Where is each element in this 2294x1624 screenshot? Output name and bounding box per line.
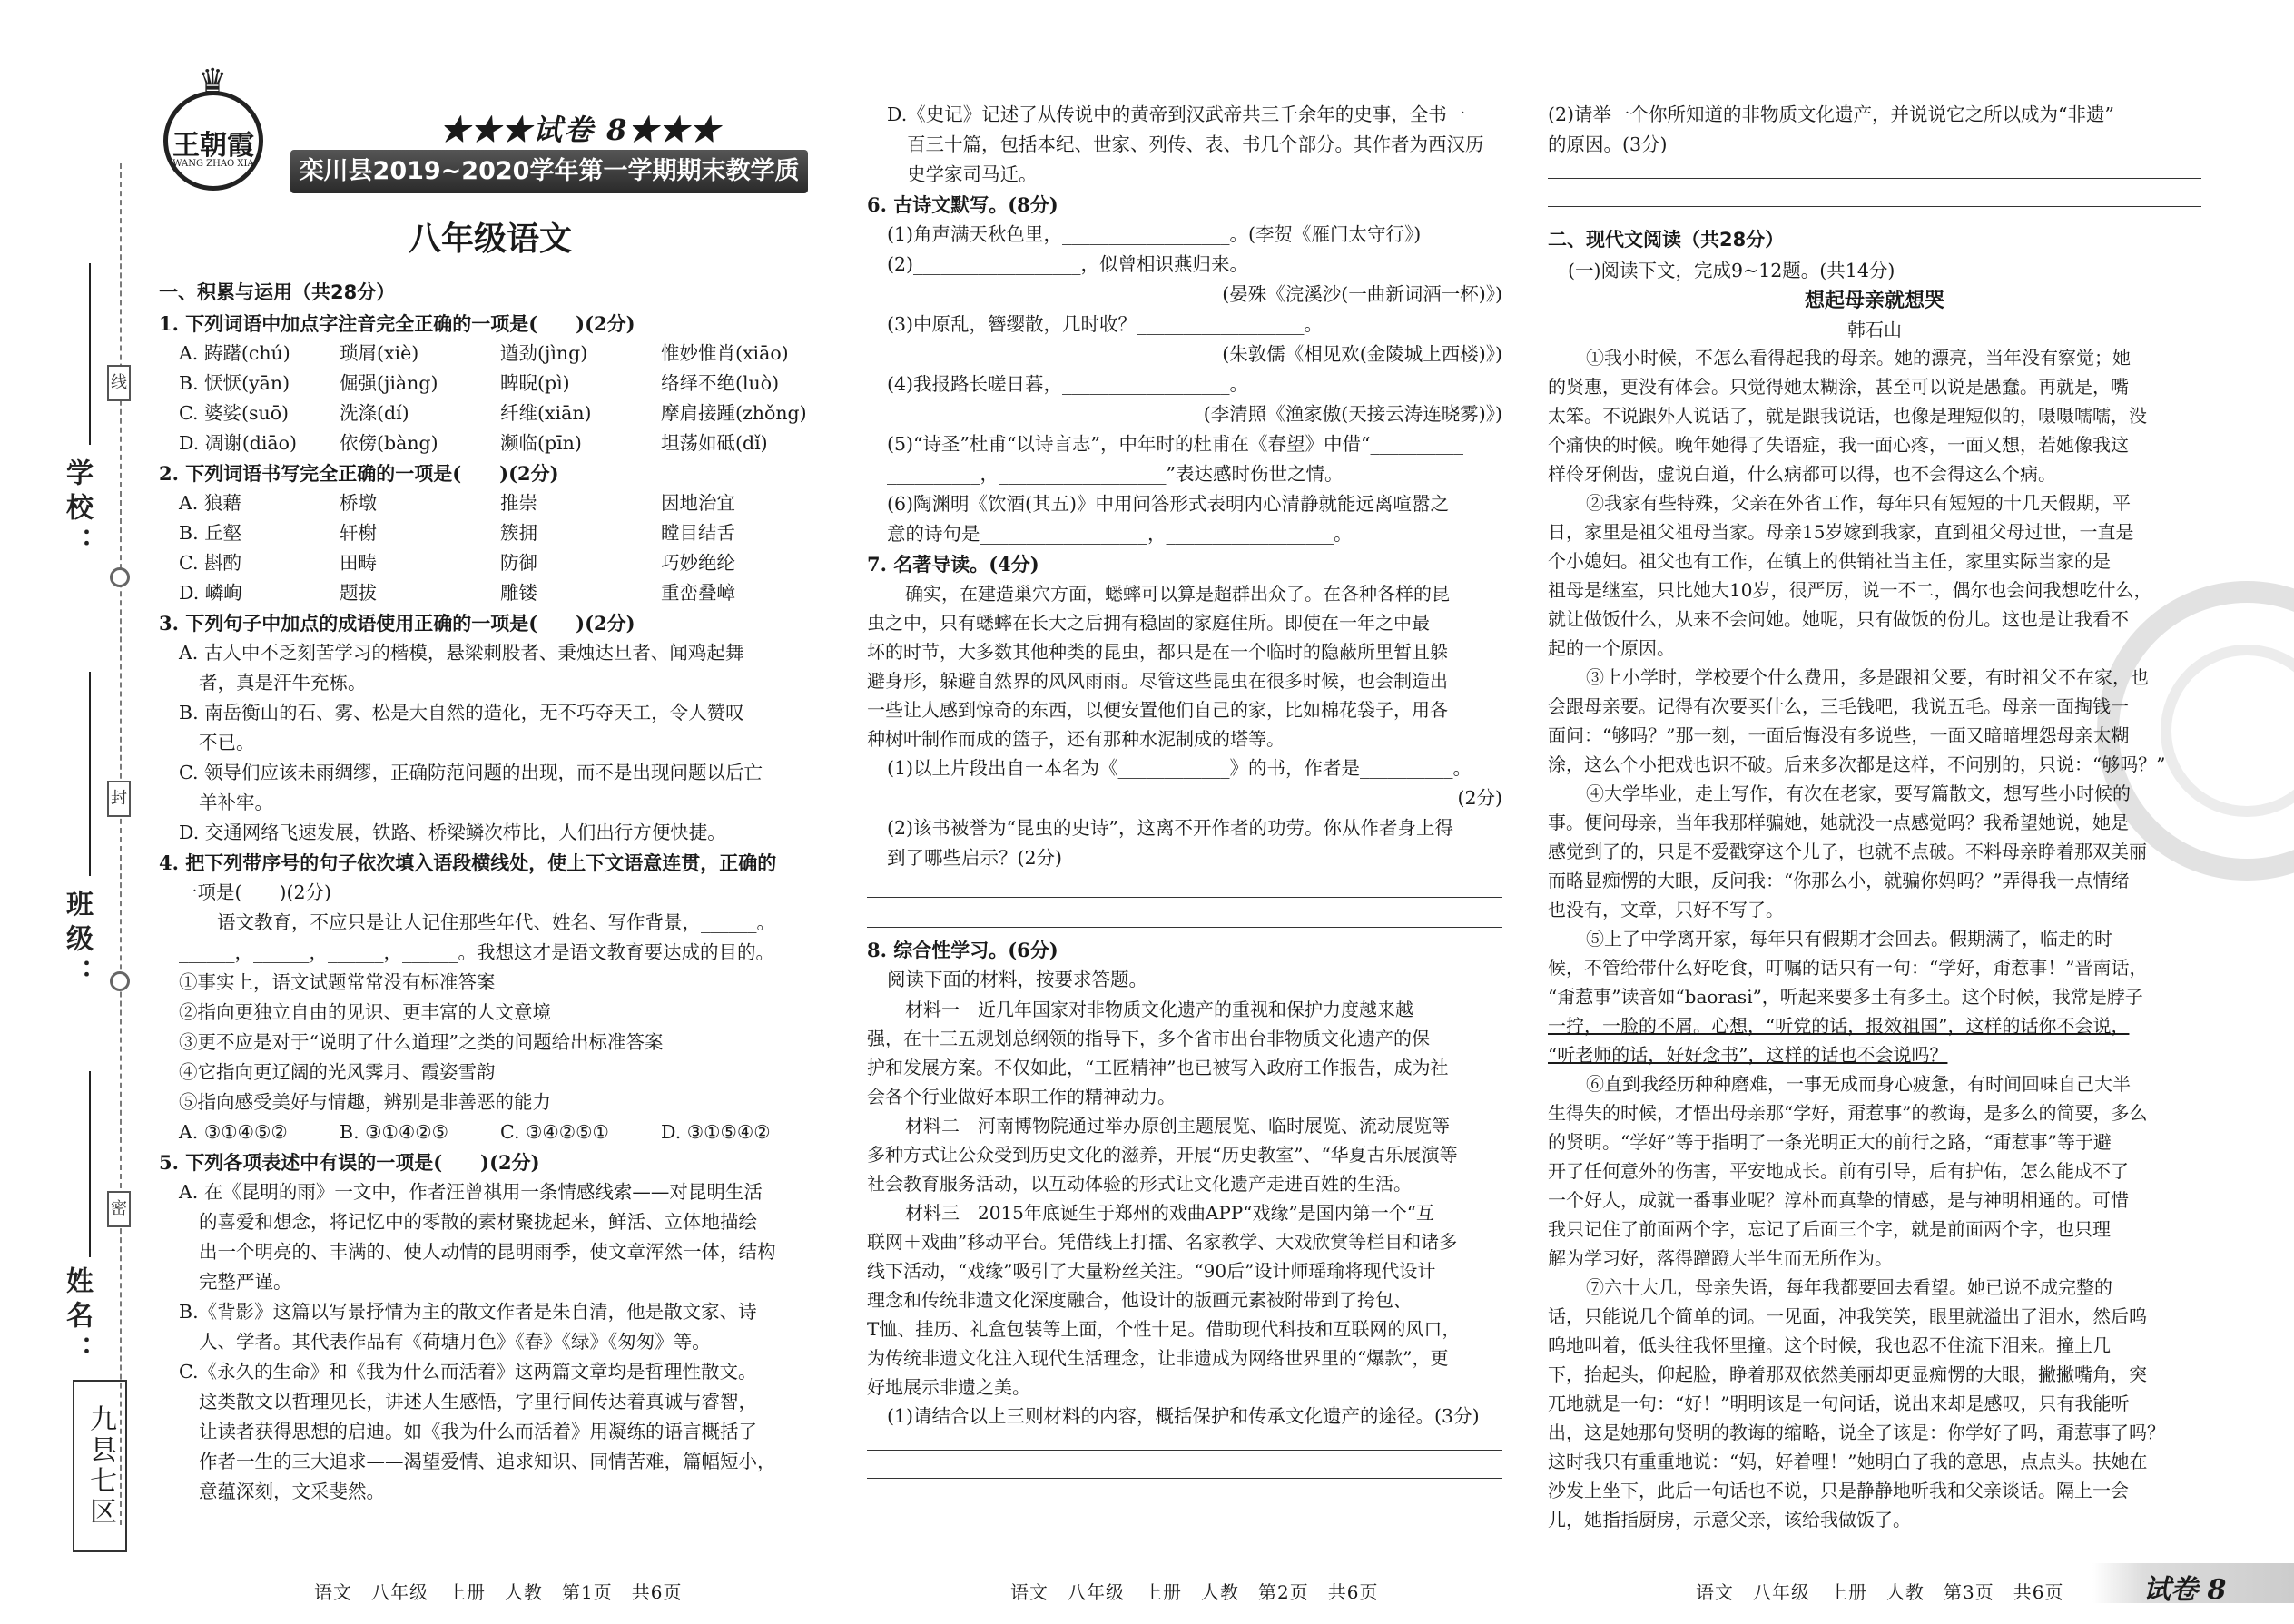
option-cell: 巧妙绝纶 — [661, 552, 735, 574]
material-line: 护和发展方案。不仅如此，“工匠精神”也已被写入政府工作报告，成为社 — [867, 1057, 1449, 1078]
article-line: 而略显痴愣的大眼，反问我：“你那么小，就骗你妈吗？”弄得我一点情绪 — [1548, 870, 2130, 891]
name-label: 姓名： — [61, 1266, 93, 1370]
fill-blank-line[interactable]: (1)以上片段出自一本名为《____________》的书，作者是__________。 — [887, 757, 1472, 779]
section-heading: 二、现代文阅读（共28分） — [1548, 229, 1785, 251]
article-line: 太笨。不说跟外人说话了，就是跟我说话，也像是理短似的，嗫嗫嚅嚅，没 — [1548, 405, 2147, 427]
article-line: 祖母是继室，只比她大10岁，很严厉，说一不二，偶尔也会问我想吃什么， — [1548, 579, 2152, 601]
option-a-cont: 出一个明亮的、丰满的、使人动情的昆明雨季，使文章浑然一体，结构 — [199, 1241, 776, 1263]
passage-line: 避身形，躲避自然界的风风雨雨。尽管这些昆虫在很多时候，也会制造出 — [867, 670, 1448, 692]
article-line: 下，抬起头，仰起脸，睁着那双依然美丽却更显痴愣的大眼，撇撇嘴角，突 — [1548, 1363, 2147, 1385]
region-badge: 九县七区 — [73, 1380, 127, 1552]
option-cell: C. 婆娑(suō) — [179, 402, 290, 424]
question-8 — [867, 935, 1502, 1479]
article-line: 日，家里是祖父祖母当家。母亲15岁嫁到我家，直到祖父母过世，一直是 — [1548, 521, 2134, 543]
sub-question: (1)请结合以上三则材料的内容，概括保护和传承文化遗产的途径。(3分) — [887, 1405, 1480, 1427]
question-stem: 1. 下列词语中加点字注音完全正确的一项是( )(2分) — [159, 312, 635, 335]
material-line: 社会教育服务活动，以互动体验的形式让文化遗产走进百姓的生活。 — [867, 1173, 1412, 1195]
option-cell: 题拔 — [340, 582, 377, 604]
seal-tag-line: 线 — [107, 365, 131, 401]
passage-line: 坏的时节，大多数其他种类的昆虫，都只是在一个临时的隐蔽所里暂且躲 — [867, 641, 1448, 663]
option-b: B. 南岳衡山的石、雾、松是大自然的造化，无不巧夺天工，令人赞叹 — [179, 702, 744, 723]
option-a-cont: 完整严谨。 — [199, 1271, 292, 1293]
seal-tag-seal: 封 — [107, 781, 131, 817]
subject-title: 八年级语文 — [408, 221, 572, 258]
fill-blank-line[interactable]: (5)“诗圣”杜甫“以诗言志”，中年时的杜甫在《春望》中借“__________ — [887, 433, 1463, 455]
option-c-cont: 作者一生的三大追求——渴望爱情、追求知识、同情苦难，篇幅短小， — [199, 1451, 776, 1472]
material-line: T恤、挂历、礼盒包装等上面，个性十足。借助现代科技和互联网的风口， — [867, 1318, 1461, 1340]
option-b: B.《背影》这篇以写景抒情为主的散文作者是朱自清，他是散文家、诗 — [179, 1301, 757, 1323]
school-field[interactable] — [89, 263, 91, 445]
option-c-cont: 羊补牢。 — [199, 792, 273, 813]
article-line: ⑥直到我经历种种磨难，一事无成而身心疲惫，有时间回味自己大半 — [1586, 1073, 2131, 1095]
option-cell: C. ③④②⑤① — [500, 1121, 609, 1143]
option-cell: 遒劲(jìng) — [500, 342, 588, 364]
article-line-underlined: “听老师的话，好好念书”，这样的话也不会说吗？ — [1548, 1044, 1948, 1066]
answer-line[interactable] — [1548, 178, 2201, 179]
sentence-item: ①事实上，语文试题常常没有标准答案 — [179, 971, 496, 993]
sentence-item: ②指向更独立自由的见识、更丰富的人文意境 — [179, 1001, 551, 1023]
article-line: 个小媳妇。祖父也有工作，在镇上的供销社当主任，家里实际当家的是 — [1548, 550, 2111, 572]
passage-line: 确实，在建造巢穴方面，蟋蟀可以算是超群出众了。在各种各样的昆 — [905, 583, 1450, 605]
material-line: 材料一 近几年国家对非物质文化遗产的重视和保护力度越来越 — [905, 999, 1413, 1020]
option-a: A. 古人中不乏刻苦学习的楷模，悬梁刺股者、秉烛达旦者、闻鸡起舞 — [179, 642, 744, 664]
question-stem: 5. 下列各项表述中有误的一项是( )(2分) — [159, 1151, 540, 1174]
exam-header — [159, 0, 822, 272]
option-c-cont: 意蕴深刻，文采斐然。 — [199, 1481, 385, 1502]
page-1-column — [159, 0, 822, 1624]
option-d-cont: 史学家司马迁。 — [907, 163, 1038, 185]
sub-question-cont: 的原因。(3分) — [1548, 133, 1668, 155]
school-label: 学校： — [61, 458, 93, 562]
article-line: 呜地叫着，低头往我怀里撞。这个时候，我也忍不住流下泪来。撞上几 — [1548, 1334, 2111, 1356]
fill-blank-line[interactable]: __________，__________________”表达感时伤世之情。 — [887, 463, 1344, 485]
article-line: 这时我只有重重地说：“妈，好着哩！”她明白了我的意思，点点头。扶她在 — [1548, 1451, 2148, 1472]
paper-tag-label: 试卷 8 — [2143, 1574, 2227, 1606]
article-line: ③上小学时，学校要个什么费用，多是跟祖父要，有时祖父不在家，也 — [1586, 666, 2149, 688]
answer-line[interactable] — [1548, 206, 2201, 207]
class-label: 班级： — [61, 890, 93, 993]
article-line: 出，这是她那句贤明的教诲的缩略，说全了该是：你学好了吗，甭惹事了吗？ — [1548, 1422, 2165, 1443]
answer-line[interactable] — [867, 1478, 1502, 1479]
page-2-column — [867, 0, 1502, 1624]
question-stem: 3. 下列句子中加点的成语使用正确的一项是( )(2分) — [159, 612, 635, 635]
article-line: 的贤惠，更没有体会。只觉得她太糊涂，甚至可以说是愚蠢。再就是，嘴 — [1548, 376, 2129, 398]
article-line: 生得失的时候，才悟出母亲那“学好，甭惹事”的教诲，是多么的简要，多么 — [1548, 1102, 2148, 1124]
option-cell: 络绎不绝(luò) — [661, 372, 780, 394]
option-cell: 倔强(jiàng) — [340, 372, 438, 394]
logo-subtext: WANG ZHAO XIA — [172, 159, 254, 169]
option-cell: 睥睨(pì) — [500, 372, 570, 394]
option-cell: 濒临(pīn) — [500, 432, 582, 454]
article-line: 一个好人，成就一番事业呢？淳朴而真挚的情感，是与神明相通的。可惜 — [1548, 1189, 2129, 1211]
article-line: 话，只能说几个简单的词。一见面，冲我笑笑，眼里就溢出了泪水，然后呜 — [1548, 1305, 2147, 1327]
option-cell: B. ③①④②⑤ — [340, 1121, 448, 1143]
article-line: 解为学习好，落得蹭蹬大半生而无所作为。 — [1548, 1247, 1893, 1269]
article-line: 个痛快的时候。晚年她得了失语症，我一面心疼，一面又想，若她像我这 — [1548, 434, 2129, 456]
passage-line: 种树叶制作而成的篮子，还有那种水泥制成的塔等。 — [867, 728, 1285, 750]
instruction: 阅读下面的材料，按要求答题。 — [887, 969, 1147, 990]
q2-options — [159, 488, 822, 608]
exam-title: 栾川县2019~2020学年第一学期期末教学质量检测试卷 — [299, 157, 800, 229]
article-line: 面问：“够吗？”那一刻，一面后悔没有多说些，一面又暗暗埋怨母亲太糊 — [1548, 724, 2130, 746]
option-a: A. 在《昆明的雨》一文中，作者汪曾祺用一条情感线索——对昆明生活 — [179, 1181, 763, 1203]
question-4 — [159, 848, 822, 1117]
article-author: 韩石山 — [1847, 319, 1902, 340]
option-cell: D. ③①⑤④② — [661, 1121, 771, 1143]
sentence-item: ⑤指向感受美好与情趣，辨别是非善恶的能力 — [179, 1091, 551, 1113]
option-cell: 琐屑(xiè) — [340, 342, 419, 364]
sentence-item: ③更不应是对于“说明了什么道理”之类的问题给出标准答案 — [179, 1031, 664, 1053]
article-line: 我只记住了前面两个字，忘记了后面三个字，就是前面两个字，也只理 — [1548, 1218, 2111, 1240]
passage-line: 一些让人感到惊奇的东西，以便安置他们自己的家，比如棉花袋子，用各 — [867, 699, 1448, 721]
fill-blank-line[interactable]: (4)我报路长嗟日暮，__________________。 — [887, 373, 1249, 395]
article-line: “甭惹事”读音如“baorasi”，听起来要多土有多土。这个时候，我常是脖子 — [1548, 986, 2143, 1008]
article-line: 样伶牙俐齿，虚说白道，什么病都可以得，也不会得这么个病。 — [1548, 463, 2056, 485]
question-stem: 2. 下列词语书写完全正确的一项是( )(2分) — [159, 462, 559, 485]
binding-hole-icon — [110, 971, 130, 991]
question-stem: 4. 把下列带序号的句子依次填入语段横线处，使上下文语意连贯，正确的 — [159, 851, 777, 874]
brand-logo — [163, 63, 263, 191]
option-cell: 桥墩 — [340, 492, 377, 514]
article-line-underlined: 一拧，一脸的不屑。心想，“听党的话，报效祖国”，这样的话你不会说， — [1548, 1015, 2130, 1037]
article-line: ⑤上了中学离开家，每年只有假期才会回去。假期满了，临走的时 — [1586, 928, 2112, 950]
article-line: 事。便问母亲，当年我那样骗她，她就没一点感觉吗？我希望她说，她是 — [1548, 812, 2129, 833]
option-cell: A. ③①④⑤② — [179, 1121, 288, 1143]
material-line: 好地展示非遗之美。 — [867, 1376, 1030, 1398]
option-cell: A. 狼藉 — [179, 492, 241, 514]
article-line: 兀地就是一句：“好！”明明该是一句问话，说出来却是感叹，只有我能听 — [1548, 1393, 2130, 1414]
sentence-item: ④它指向更辽阔的光风霁月、霞姿雪韵 — [179, 1061, 496, 1083]
article-body — [1548, 343, 2201, 1534]
passage-line: 虫之中，只有蟋蟀在长大之后拥有稳固的家庭住所。即使在一年之中最 — [867, 612, 1430, 634]
article-line: 候，不管给带什么好吃食，叮嘱的话只有一句：“学好，甭惹事！”晋南话， — [1548, 957, 2148, 979]
answer-line[interactable] — [867, 1450, 1502, 1451]
option-cell: 坦荡如砥(dǐ) — [661, 432, 768, 454]
seal-tag-secret: 密 — [107, 1191, 131, 1227]
option-c-cont: 让读者获得思想的启迪。如《我为什么而活着》用凝练的语言概括了 — [199, 1421, 757, 1442]
option-d: D. 交通网络飞速发展，铁路、桥梁鳞次栉比，人们出行方便快捷。 — [179, 822, 726, 843]
option-c-cont: 这类散文以哲理见长，讲述人生感悟，字里行间传达着真诚与睿智， — [199, 1391, 757, 1412]
option-a-cont: 的喜爱和想念，将记忆中的零散的素材聚拢起来，鲜活、立体地描绘 — [199, 1211, 757, 1233]
option-cell: 纤维(xiān) — [500, 402, 592, 424]
passage-line: 语文教育，不应只是让人记住那些年代、姓名、写作背景，______。 — [217, 911, 775, 933]
q1-options — [159, 339, 822, 458]
option-cell: D. 嶙峋 — [179, 582, 242, 604]
binding-margin — [0, 0, 159, 1624]
option-b-cont: 人、学者。其代表作品有《荷塘月色》《春》《绿》《匆匆》等。 — [199, 1331, 711, 1353]
article-line: 沙发上坐下，此后一句话也不说，只是静静地听我和父亲谈话。隔上一会 — [1548, 1480, 2129, 1501]
paper-number: ★★★试卷 8★★★ — [440, 113, 722, 147]
option-cell: D. 凋谢(diāo) — [179, 432, 297, 454]
fill-blank-line[interactable]: (2)__________________，似曾相识燕归来。 — [887, 253, 1249, 275]
score-note: (2分) — [1457, 787, 1502, 809]
option-c: C.《永久的生命》和《我为什么而活着》这两篇文章均是哲理性散文。 — [179, 1361, 757, 1383]
material-line: 材料三 2015年底诞生于郑州的戏曲APP“戏缘”是国内第一个“互 — [905, 1202, 1434, 1224]
answer-line[interactable] — [867, 897, 1502, 898]
option-cell: 瞠目结舌 — [661, 522, 735, 544]
option-cell: 重峦叠嶂 — [661, 582, 735, 604]
question-6 — [867, 190, 1502, 549]
poem-source: (朱敦儒《相见欢(金陵城上西楼)》) — [1222, 343, 1502, 365]
article-line: ⑦六十大几，母亲失语，每年我都要回去看望。她已说不成完整的 — [1586, 1276, 2112, 1298]
option-cell: 簇拥 — [500, 522, 537, 544]
material-line: 多种方式让公众受到历史文化的滋养，开展“历史教室”、“华夏古乐展演等 — [867, 1144, 1458, 1166]
option-cell: B. 丘壑 — [179, 522, 242, 544]
poem-source: (李清照《渔家傲(天接云涛连晓雾)》) — [1203, 403, 1502, 425]
material-line: 联网＋戏曲”移动平台。凭借线上打擂、名家教学、大戏欣赏等栏目和诸多 — [867, 1231, 1458, 1253]
exam-title-banner — [290, 150, 808, 229]
class-field[interactable] — [89, 672, 91, 876]
article-line: 也没有，文章，只好不写了。 — [1548, 899, 1784, 920]
article-line: ②我家有些特殊，父亲在外省工作，每年只有短短的十几天假期，平 — [1586, 492, 2131, 514]
fill-blank-line[interactable]: 意的诗句是__________________，__________________。 — [887, 523, 1353, 545]
option-cell: 推崇 — [500, 492, 537, 514]
article-line: 会跟母亲要。记得有次要买什么，三毛钱吧，我说五毛。母亲一面掏钱一 — [1548, 695, 2129, 717]
question-stem: 7. 名著导读。(4分) — [867, 553, 1039, 576]
option-b-cont: 不已。 — [199, 732, 255, 753]
section-heading: 一、积累与运用（共28分） — [159, 281, 396, 303]
q4-options — [159, 1117, 822, 1147]
name-field[interactable] — [89, 1071, 91, 1257]
material-line: 线下活动，“戏缘”吸引了大量粉丝关注。“90后”设计师瑶瑜将现代设计 — [867, 1260, 1436, 1282]
question-2 — [159, 458, 822, 488]
question-5 — [159, 1147, 822, 1507]
option-cell: 轩榭 — [340, 522, 377, 544]
fill-blank-line[interactable]: (1)角声满天秋色里，__________________。(李贺《雁门太守行》) — [887, 223, 1422, 245]
question-3 — [159, 608, 822, 848]
answer-line[interactable] — [867, 927, 1502, 928]
option-c: C. 领导们应该未雨绸缪，正确防范问题的出现，而不是出现问题以后亡 — [179, 762, 763, 783]
page-footer-3: 语文 八年级 上册 人教 第3页 共6页 — [1696, 1581, 2064, 1603]
material-line: 材料二 河南博物院通过举办原创主题展览、临时展览、流动展览等 — [905, 1115, 1450, 1137]
reading-intro: (一)阅读下文，完成9~12题。(共14分) — [1568, 260, 1895, 281]
option-cell: 防御 — [500, 552, 537, 574]
sub-question: (2)请举一个你所知道的非物质文化遗产，并说说它之所以成为“非遗” — [1548, 103, 2114, 125]
poem-source: (晏殊《浣溪沙(一曲新词酒一杯)》) — [1222, 283, 1502, 305]
logo-text: 王朝霞 — [172, 130, 254, 162]
fill-blank-line[interactable]: (3)中原乱，簪缨散，几时收？__________________。 — [887, 313, 1324, 335]
article-line: 儿，她指指厨房，示意父亲，该给我做饭了。 — [1548, 1509, 1911, 1530]
article-line: ①我小时候，不怎么看得起我的母亲。她的漂亮，当年没有察觉；她 — [1586, 347, 2131, 369]
page-3-column — [1548, 0, 2201, 1624]
paper-tag — [2092, 1563, 2294, 1606]
option-cell: A. 踌躇(chú) — [179, 342, 290, 364]
binding-hole-icon — [110, 567, 130, 587]
article-line: 起的一个原因。 — [1548, 637, 1675, 659]
page-footer-2: 语文 八年级 上册 人教 第2页 共6页 — [1010, 1581, 1379, 1603]
material-line: 强，在十三五规划总纲领的指导下，多个省市出台非物质文化遗产的保 — [867, 1028, 1430, 1049]
option-cell: 田畴 — [340, 552, 377, 574]
option-cell: 依傍(bàng) — [340, 432, 438, 454]
article-line: 感觉到了的，只是不爱戳穿这个儿子，也就不点破。不料母亲睁着那双美丽 — [1548, 841, 2147, 862]
material-line: 为传统非遗文化注入现代生活理念，让非遗成为网络世界里的“爆款”，更 — [867, 1347, 1449, 1369]
option-a-cont: 者，真是汗牛充栋。 — [199, 672, 367, 694]
sub-question-cont: 到了哪些启示？(2分) — [887, 847, 1063, 869]
option-cell: 洗涤(dí) — [340, 402, 409, 424]
article-line: ④大学毕业，走上写作，有次在老家，要写篇散文，想写些小时候的 — [1586, 782, 2131, 804]
question-stem-cont: 一项是( )(2分) — [179, 881, 332, 903]
question-1 — [159, 309, 822, 339]
crown-icon: ♛ — [198, 63, 228, 100]
question-stem: 8. 综合性学习。(6分) — [867, 939, 1058, 961]
option-d: D.《史记》记述了从传说中的黄帝到汉武帝共三千余年的史事，全书一 — [887, 103, 1466, 125]
option-cell: 摩肩接踵(zhǒng) — [661, 402, 807, 424]
sub-question: (2)该书被誉为“昆虫的史诗”，这离不开作者的功劳。你从作者身上得 — [887, 817, 1453, 839]
question-7 — [867, 549, 1502, 928]
option-cell: B. 恹恹(yān) — [179, 372, 290, 394]
passage-line: ______，______，______，______。我想这才是语文教育要达成的目的。 — [179, 941, 774, 963]
option-cell: C. 斟酌 — [179, 552, 241, 574]
material-line: 理念和传统非遗文化深度融合，他设计的版画元素被附带到了挎包、 — [867, 1289, 1412, 1311]
article-line: 的贤明。“学好”等于指明了一条光明正大的前行之路，“甭惹事”等于避 — [1548, 1131, 2112, 1153]
article-line: 开了任何意外的伤害，平安地成长。前有引导，后有护佑，怎么能成不了 — [1548, 1160, 2129, 1182]
material-line: 会各个行业做好本职工作的精神动力。 — [867, 1086, 1176, 1107]
option-d-cont: 百三十篇，包括本纪、世家、列传、表、书几个部分。其作者为西汉历 — [907, 133, 1484, 155]
article-line: 涂，这么个小把戏也识不破。后来多次都是这样，不问别的，只说：“够吗？” — [1548, 753, 2166, 775]
option-cell: 因地治宜 — [661, 492, 735, 514]
fill-blank-line: (6)陶渊明《饮酒(其五)》中用问答形式表明内心清静就能远离喧嚣之 — [887, 493, 1450, 515]
option-cell: 惟妙惟肖(xiāo) — [661, 342, 789, 364]
question-stem: 6. 古诗文默写。(8分) — [867, 193, 1058, 216]
article-line: 就让做饭什么，从来不会问她。她呢，只有做饭的份儿。这也是让我看不 — [1548, 608, 2129, 630]
page-footer-1: 语文 八年级 上册 人教 第1页 共6页 — [314, 1581, 683, 1603]
option-cell: 雕镂 — [500, 582, 537, 604]
article-title: 想起母亲就想哭 — [1804, 290, 1944, 312]
